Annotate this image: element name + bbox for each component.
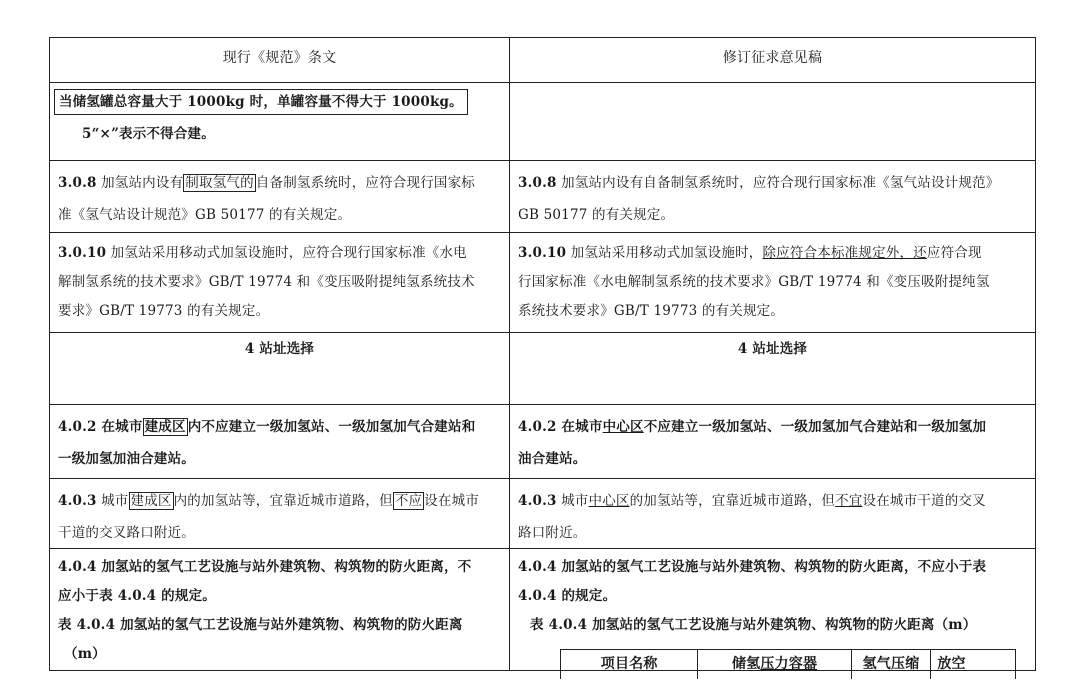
table-caption-unit: （m） [64,646,106,662]
row6-left [50,479,509,549]
row-4-0-2 [50,404,1035,479]
row6-right [510,479,1035,549]
clause-text: 4.0.4 的规定。 [518,588,617,604]
comparison-table [49,37,1036,671]
section-heading-left: 4 站址选择 [244,341,315,357]
row-3-0-10 [50,232,1035,333]
row5-left [50,405,509,479]
clause-text: 油合建站。 [518,451,587,467]
boxed-deleted-text: 不应 [394,493,423,509]
clause-number: 3.0.10 [518,245,567,261]
clause-number: 4.0.3 [58,493,97,509]
underlined-added-text: 除应符合本标准规定外，还 [762,245,927,261]
clause-text: 加氢站内设有 [96,175,184,191]
row2-right [510,161,1035,233]
clause-text: 不应建立一级加氢站、一级加氢加气合建站和一级加氢加 [643,419,987,435]
clause-number: 4.0.3 [518,493,557,509]
row2-left [50,161,509,233]
boxed-deleted-text: 建成区 [144,419,186,435]
underlined-added-text: 不宜 [835,493,863,509]
clause-text: 路口附近。 [518,525,587,541]
subtable-col-item-name: 项目名称 [561,650,698,679]
row-4-0-4 [50,548,1035,673]
clause-text: 解制氢系统的技术要求》GB/T 19774 和《变压吸附提纯氢系统技术 [58,274,475,290]
table-caption: 表 4.0.4 加氢站的氢气工艺设施与站外建筑物、构筑物的防火距离（m） [530,617,977,633]
clause-text: 加氢站采用移动式加氢设施时， [566,245,763,261]
clause-text: 4.0.4 加氢站的氢气工艺设施与站外建筑物、构筑物的防火距离，不应小于表 [518,559,987,575]
subtable-col-compressor: 氢气压缩 [852,650,932,679]
clause-text: 内的加氢站等，宜靠近城市道路，但 [173,493,393,509]
boxed-deleted-text: 制取氢气的 [185,175,254,191]
clause-number: 3.0.8 [58,175,97,191]
clause-text: 4.0.2 在城市 [58,419,143,435]
clause-number: 3.0.10 [58,245,107,261]
row7-left [50,549,509,673]
row7-right [510,549,1035,673]
row3-left [50,233,509,333]
clause-text: 行国家标准《水电解制氢系统的技术要求》GB/T 19774 和《变压吸附提纯氢 [518,274,990,290]
clause-text: 4.0.2 在城市 [518,419,603,435]
row1-right [510,83,1035,161]
clause-text: 设在城市干道的交叉 [862,493,986,509]
header-current-clause: 现行《规范》条文 [222,50,337,66]
header-row [50,38,1035,82]
clause-text: 应小于表 4.0.4 的规定。 [58,588,216,604]
clause-text: 一级加氢加油合建站。 [58,451,195,467]
clause-text: 系统技术要求》GB/T 19773 的有关规定。 [518,303,785,319]
clause-text: 自备制氢系统时，应符合现行国家标 [255,175,475,191]
row-section-4 [50,332,1035,405]
row-3-0-8 [50,160,1035,233]
clause-number: 3.0.8 [518,175,557,191]
storage-capacity-note: 当储氢罐总容量大于 1000kg 时，单罐容量不得大于 1000kg。 [54,89,468,115]
clause-text: 应符合现 [926,245,982,261]
underlined-added-text: 压力容器 [760,656,818,672]
clause-text: 4.0.4 加氢站的氢气工艺设施与站外建筑物、构筑物的防火距离，不 [58,559,472,575]
clause-text: 加氢站采用移动式加氢设施时，应符合现行国家标准《水电 [106,245,467,261]
subtable-col-storage [698,650,851,679]
clause-text: 要求》GB/T 19773 的有关规定。 [58,303,270,319]
clause-text: 内不应建立一级加氢站、一级加氢加气合建站和 [187,419,476,435]
distance-subtable-header [560,649,1016,679]
clause-text: 城市 [96,493,129,509]
clause-text: 城市 [556,493,589,509]
subtable-col-vent: 放空 [937,656,966,672]
row3-right [510,233,1035,333]
row-4-0-3 [50,478,1035,549]
row5-right [510,405,1035,479]
section-heading-right: 4 站址选择 [737,341,808,357]
row1-left [50,83,509,161]
not-co-build-note: 5“×”表示不得合建。 [82,126,215,142]
clause-text: 设在城市 [424,493,480,509]
subtable-col-storage-a: 储氢 [731,656,761,672]
clause-text: 干道的交叉路口附近。 [58,525,195,541]
clause-text: 的加氢站等，宜靠近城市道路，但 [629,493,836,509]
clause-text: 准《氢气站设计规范》GB 50177 的有关规定。 [58,207,352,223]
table-caption: 表 4.0.4 加氢站的氢气工艺设施与站外建筑物、构筑物的防火距离 [58,617,463,633]
clause-text: 加氢站内设有自备制氢系统时，应符合现行国家标准《氢气站设计规范》 [556,175,1000,191]
underlined-added-text: 中心区 [602,419,644,435]
header-revision-draft: 修订征求意见稿 [722,50,823,66]
boxed-deleted-text: 建成区 [130,493,172,509]
row-storage-capacity [50,82,1035,161]
clause-text: GB 50177 的有关规定。 [518,207,675,223]
underlined-added-text: 中心区 [588,493,630,509]
